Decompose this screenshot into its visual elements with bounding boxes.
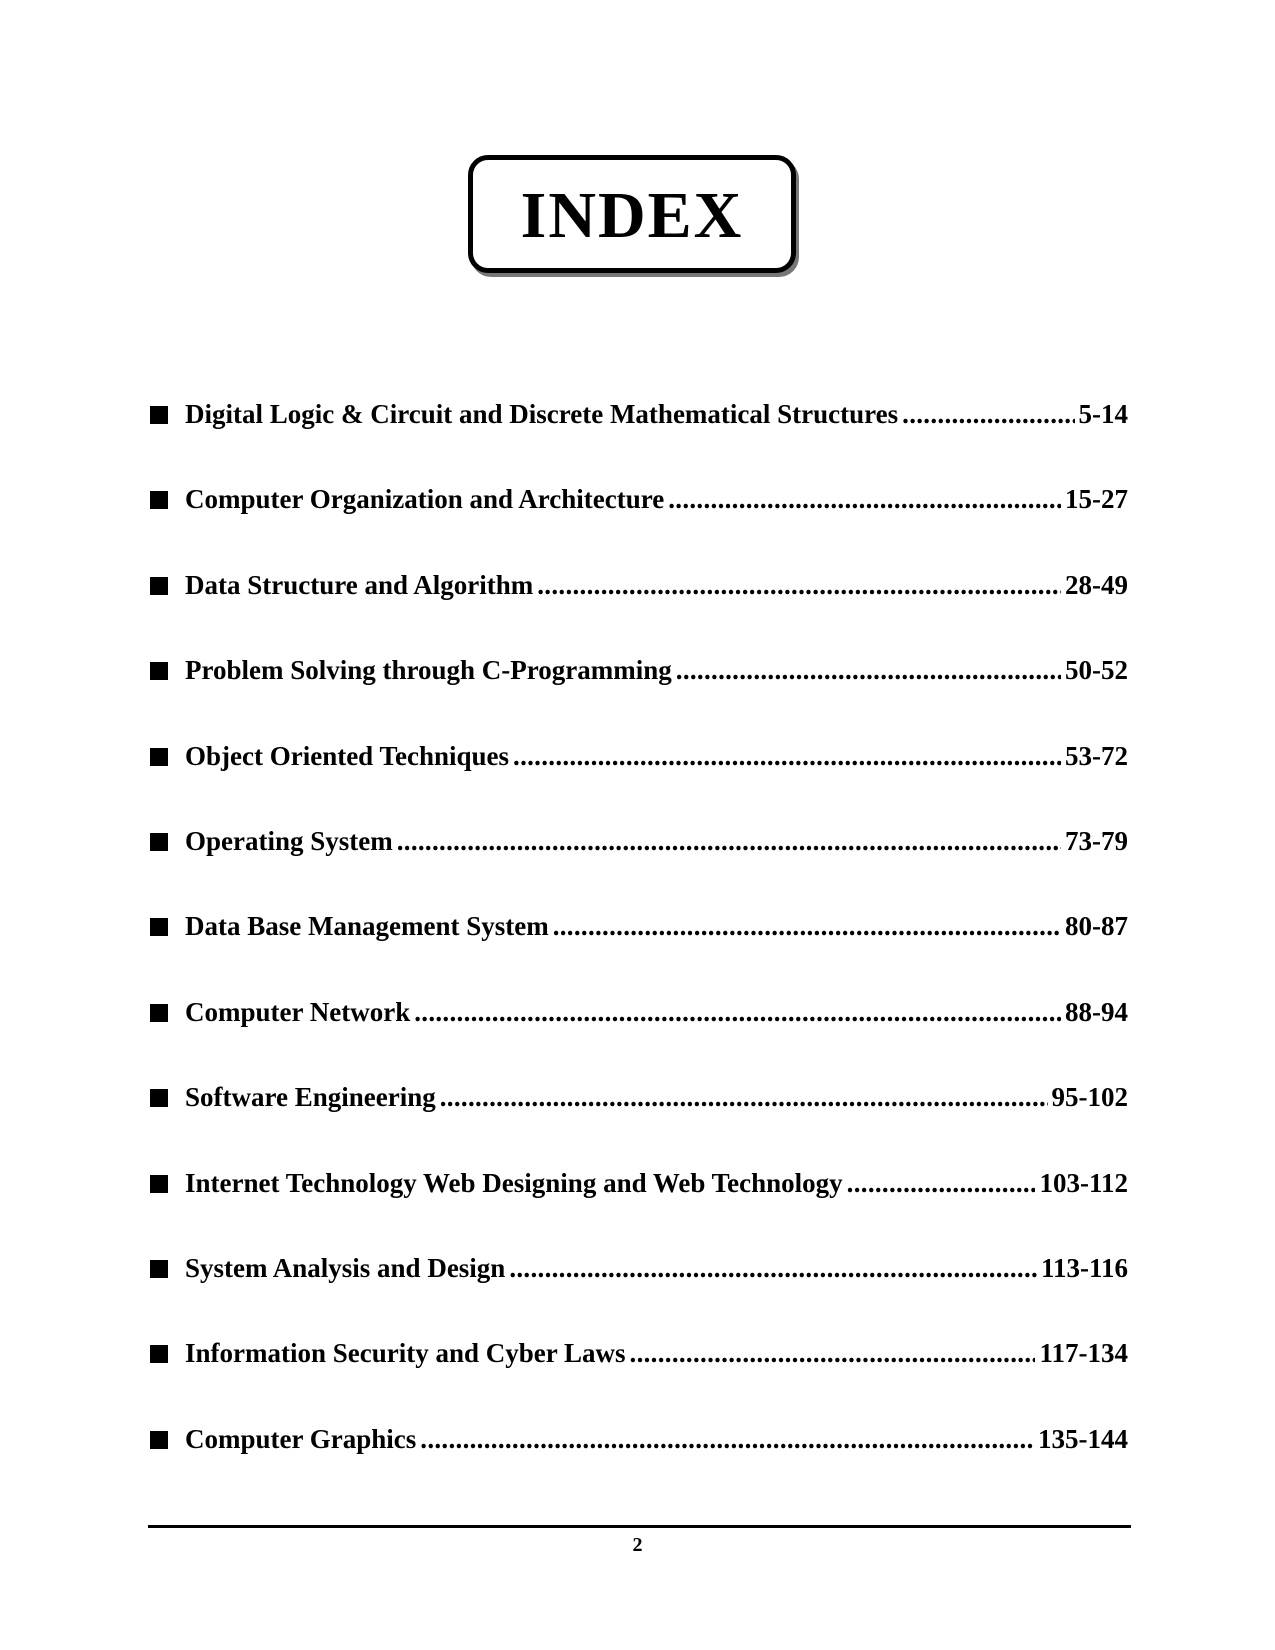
toc-entry-pages: 103-112 bbox=[1039, 1167, 1128, 1198]
toc-entry[interactable] bbox=[150, 1337, 1128, 1422]
dot-leader bbox=[513, 740, 1061, 772]
toc-entry-title: Problem Solving through C-Programming bbox=[185, 655, 672, 686]
toc-entry-pages: 117-134 bbox=[1039, 1338, 1128, 1369]
toc-entry-pages: 28-49 bbox=[1065, 569, 1128, 600]
toc-entry-title: Operating System bbox=[185, 825, 393, 856]
dot-leader bbox=[414, 996, 1061, 1028]
toc-entry-pages: 135-144 bbox=[1038, 1423, 1128, 1454]
dot-leader bbox=[676, 654, 1061, 686]
toc-entry-pages: 80-87 bbox=[1065, 911, 1128, 942]
toc-entry[interactable] bbox=[150, 654, 1128, 739]
toc-entry-title: Information Security and Cyber Laws bbox=[185, 1338, 626, 1369]
toc-entry-title: Computer Organization and Architecture bbox=[185, 484, 665, 515]
dot-leader bbox=[440, 1081, 1048, 1113]
toc-entry-title: Computer Graphics bbox=[185, 1423, 417, 1454]
index-title-box bbox=[468, 155, 796, 273]
toc-entry-title: Digital Logic & Circuit and Discrete Mathematical Structures bbox=[185, 399, 899, 429]
toc-entry-title: Software Engineering bbox=[185, 1082, 436, 1113]
toc-entry[interactable] bbox=[150, 1167, 1128, 1252]
toc-entry-title: Internet Technology Web Designing and Web Technology bbox=[185, 1167, 843, 1198]
square-bullet-icon bbox=[150, 1345, 168, 1363]
square-bullet-icon bbox=[150, 833, 168, 851]
square-bullet-icon bbox=[150, 662, 168, 680]
toc-entry[interactable] bbox=[150, 825, 1128, 910]
page-number: 2 bbox=[632, 1534, 643, 1556]
square-bullet-icon bbox=[150, 406, 168, 424]
square-bullet-icon bbox=[150, 918, 168, 936]
square-bullet-icon bbox=[150, 1431, 168, 1449]
toc-entry-pages: 50-52 bbox=[1065, 655, 1128, 686]
toc-entry-pages: 113-116 bbox=[1040, 1252, 1128, 1283]
dot-leader bbox=[902, 398, 1074, 430]
toc-entry[interactable] bbox=[150, 398, 1128, 483]
toc-entry[interactable] bbox=[150, 910, 1128, 995]
dot-leader bbox=[509, 1252, 1037, 1284]
toc-entry-title: Data Structure and Algorithm bbox=[185, 569, 534, 600]
toc-entry[interactable] bbox=[150, 1252, 1128, 1337]
square-bullet-icon bbox=[150, 1089, 168, 1107]
page-title: INDEX bbox=[520, 179, 744, 252]
toc-entry-pages: 5-14 bbox=[1078, 399, 1128, 429]
toc-entry[interactable] bbox=[150, 483, 1128, 568]
toc-entry[interactable] bbox=[150, 996, 1128, 1081]
square-bullet-icon bbox=[150, 1260, 168, 1278]
square-bullet-icon bbox=[150, 1004, 168, 1022]
dot-leader bbox=[553, 910, 1061, 942]
square-bullet-icon bbox=[150, 748, 168, 766]
toc-entry[interactable] bbox=[150, 1423, 1128, 1508]
toc-entry-pages: 73-79 bbox=[1065, 825, 1128, 856]
dot-leader bbox=[397, 825, 1061, 857]
footer-divider bbox=[148, 1525, 1131, 1528]
toc-entry-pages: 95-102 bbox=[1051, 1082, 1128, 1113]
toc-entry-title: System Analysis and Design bbox=[185, 1252, 506, 1283]
toc-entry[interactable] bbox=[150, 740, 1128, 825]
square-bullet-icon bbox=[150, 491, 168, 509]
toc-entry-title: Data Base Management System bbox=[185, 911, 549, 942]
dot-leader bbox=[420, 1423, 1034, 1455]
dot-leader bbox=[537, 569, 1061, 601]
toc-entry-pages: 15-27 bbox=[1065, 484, 1128, 515]
dot-leader bbox=[630, 1337, 1036, 1369]
dot-leader bbox=[847, 1167, 1036, 1199]
toc-entry[interactable] bbox=[150, 569, 1128, 654]
toc-entry[interactable] bbox=[150, 1081, 1128, 1166]
toc-entry-pages: 53-72 bbox=[1065, 740, 1128, 771]
table-of-contents bbox=[150, 398, 1128, 1508]
square-bullet-icon bbox=[150, 577, 168, 595]
square-bullet-icon bbox=[150, 1175, 168, 1193]
toc-entry-pages: 88-94 bbox=[1065, 996, 1128, 1027]
toc-entry-title: Object Oriented Techniques bbox=[185, 740, 510, 771]
dot-leader bbox=[668, 483, 1061, 515]
toc-entry-title: Computer Network bbox=[185, 996, 411, 1027]
